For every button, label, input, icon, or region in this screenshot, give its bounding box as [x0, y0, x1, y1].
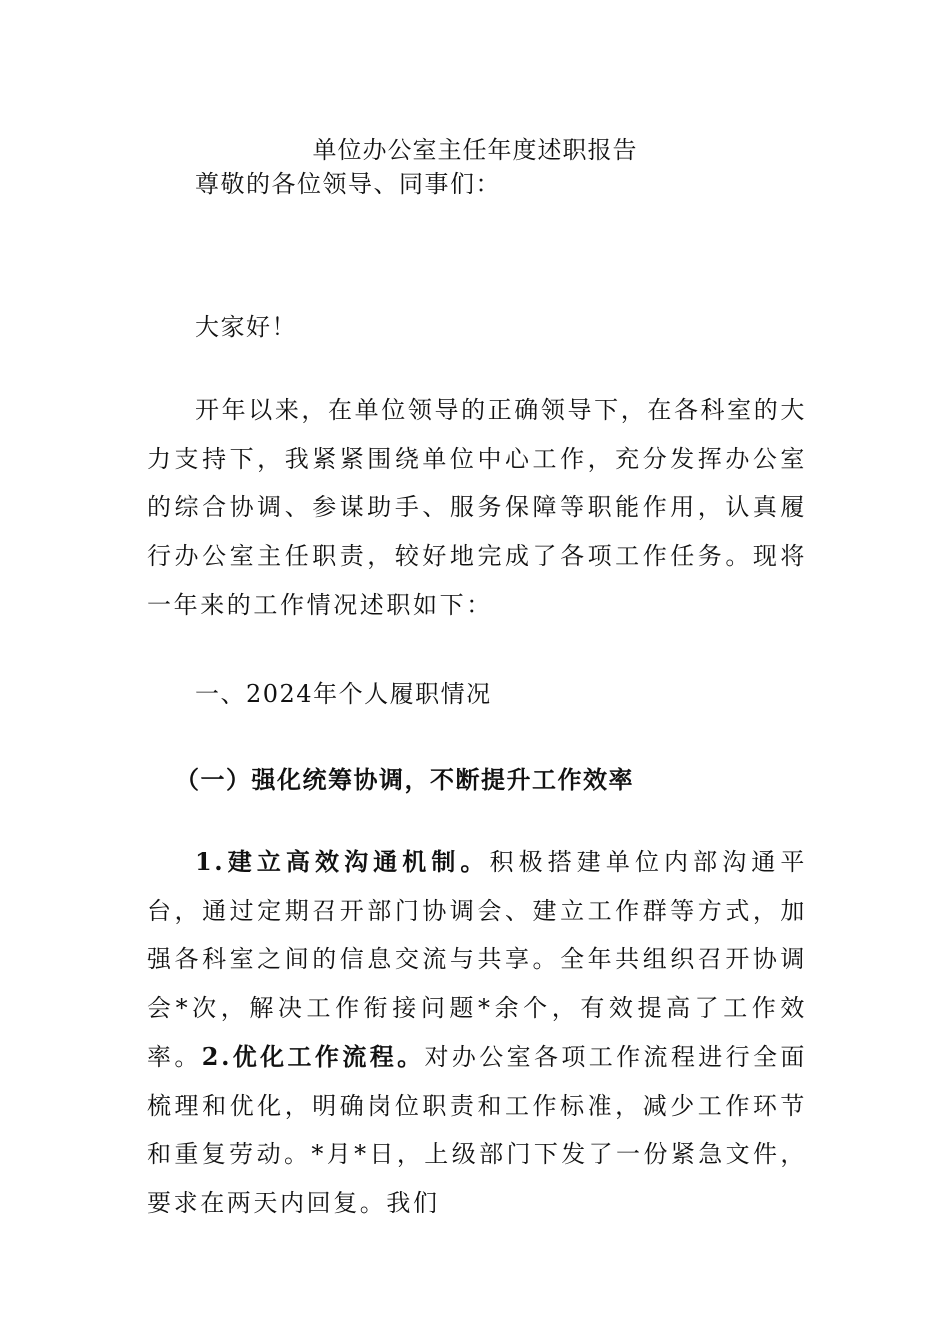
intro-paragraph: 开年以来，在单位领导的正确领导下，在各科室的大力支持下，我紧紧围绕单位中心工作，充分发挥办公室的综合协调、参谋助手、服务保障等职能作用，认真履行办公室主任职责，较好地完成了各项工作任务。现将一年来的工作情况述职如下：	[147, 396, 807, 619]
greeting: 大家好！	[195, 313, 297, 341]
subsection-heading: （一）强化统筹协调，不断提升工作效率	[175, 765, 634, 794]
document-title: 单位办公室主任年度述职报告	[312, 136, 638, 164]
items-paragraph	[147, 838, 807, 1228]
item-2-body: 对办公室各项工作流程进行全面梳理和优化，明确岗位职责和工作标准，减少工作环节和重复劳动。*月*日，上级部门下发了一份紧急文件，要求在两天内回复。我们	[147, 1042, 807, 1217]
section-heading: 一、2024年个人履职情况	[195, 680, 492, 708]
item-1-body: 积极搭建单位内部沟通平台，通过定期召开部门协调会、建立工作群等方式，加强各科室之间的信息交流与共享。全年共组织召开协调会*次，解决工作衔接问题*余个，有效提高了工作效率。	[147, 848, 807, 1071]
salutation: 尊敬的各位领导、同事们：	[195, 170, 501, 198]
item-1-title: 1.建立高效沟通机制。	[195, 847, 490, 876]
item-2-title: 2.优化工作流程。	[201, 1041, 425, 1071]
